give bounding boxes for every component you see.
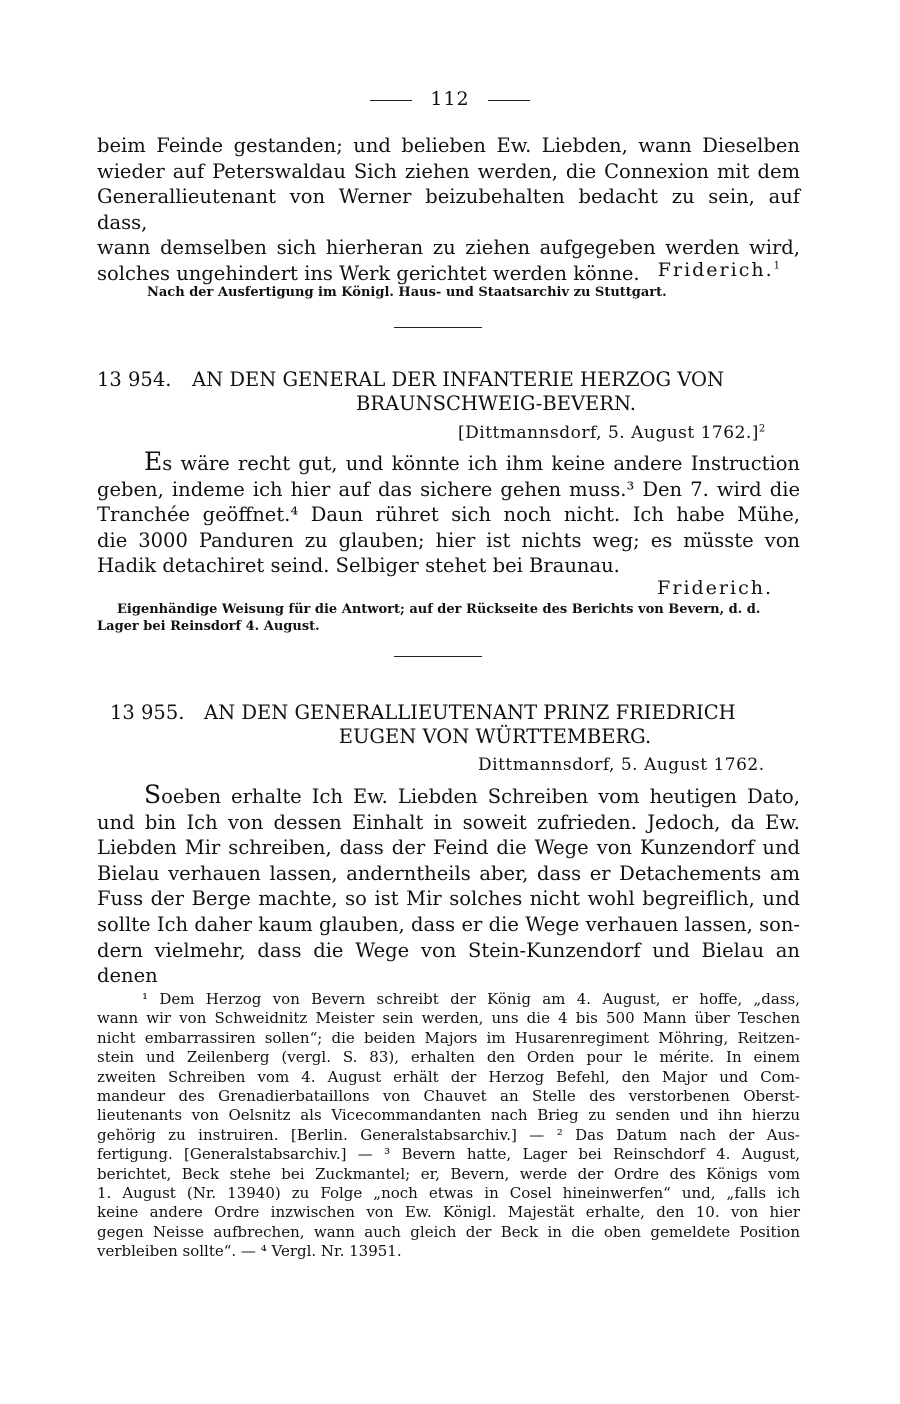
text-line: Hadik detachiret seind. Selbiger stehet bei Braunau. xyxy=(97,554,620,578)
footnote-line: berichtet, Beck stehe bei Zuckmantel; er, Bevern, werde der Ordre des Königs vom xyxy=(97,1164,800,1183)
footnote-line: gegen Neisse aufbrechen, wann auch gleich der Beck in die oben gemeldete Position xyxy=(97,1222,800,1241)
letter-number: 13 954. xyxy=(97,368,172,391)
letter-13954-heading xyxy=(97,368,800,416)
section-separator xyxy=(394,656,482,657)
text-line: und bin Ich von dessen Einhalt in soweit zufrieden. Jedoch, da Ew. xyxy=(97,810,800,834)
text-line xyxy=(97,449,800,477)
letter-13954-source-note xyxy=(97,601,800,635)
initial-letter: E xyxy=(144,447,163,476)
header-rule-right xyxy=(488,100,530,101)
letter-13955-heading xyxy=(110,701,800,749)
footnote-line: lieutenants von Oelsnitz als Vicecommandanten nach Brieg zu senden und ihn hierzu xyxy=(97,1106,800,1125)
text-line: Bielau verhauen lassen, anderntheils aber, dass er Detachements am xyxy=(97,861,800,885)
text-line xyxy=(97,782,800,810)
footnote-mark: 2 xyxy=(758,423,766,435)
letter-number: 13 955. xyxy=(110,701,185,724)
footnote-line: verbleiben sollte“. — ⁴ Vergl. Nr. 13951. xyxy=(97,1242,402,1261)
letter-13954-body xyxy=(97,449,800,579)
section-separator xyxy=(394,327,482,328)
footnote-line: gehörig zu instruiren. [Berlin. Generalstabsarchiv.] — ² Das Datum nach der Aus- xyxy=(97,1125,800,1144)
text-line: geben, indeme ich hier auf das sichere gehen muss.³ Den 7. wird die xyxy=(97,477,800,501)
text-line: sollte Ich daher kaum glauben, dass er die Wege verhauen lassen, son- xyxy=(97,912,800,936)
signature-text: Friderich. xyxy=(657,259,774,281)
text-line: die 3000 Panduren zu glauben; hier ist nichts weg; es müsste von xyxy=(97,528,800,552)
text-line: Liebden Mir schreiben, dass der Feind die Wege von Kunzendorf und xyxy=(97,836,800,860)
text-line: Tranchée geöffnet.⁴ Daun rühret sich noch nicht. Ich habe Mühe, xyxy=(97,503,800,527)
text-span: oeben erhalte Ich Ew. Liebden Schreiben vom heutigen Dato, xyxy=(161,785,800,808)
text-line: wann demselben sich hierheran zu ziehen aufgegeben werden wird, xyxy=(97,236,800,260)
text-line: wieder auf Peterswaldau Sich ziehen werden, die Connexion mit dem xyxy=(97,159,800,183)
page-header xyxy=(0,88,900,110)
text-span: s wäre recht gut, und könnte ich ihm keine andere Instruction xyxy=(162,452,800,475)
footnote-line: zweiten Schreiben vom 4. August erhält der Herzog Befehl, den Major und Com- xyxy=(97,1067,800,1086)
footnote-mark: 1 xyxy=(773,260,782,272)
initial-letter: S xyxy=(144,780,162,809)
letter-13955-date: Dittmannsdorf, 5. August 1762. xyxy=(478,755,765,775)
footnote-line: mandeur des Grenadierbataillons von Chauvet an Stelle des verstorbenen Oberst- xyxy=(97,1087,800,1106)
text-line: Fuss der Berge machte, so ist Mir solches nicht wohl begreiflich, und xyxy=(97,887,800,911)
page-number: 112 xyxy=(430,88,470,110)
text-line: dern vielmehr, dass die Wege von Stein-Kunzendorf und Bielau an denen xyxy=(97,938,800,988)
footnote-line: keine andere Ordre inzwischen von Ew. Königl. Majestät erhalte, den 10. von hier xyxy=(97,1203,800,1222)
footnote-line: fertigung. [Generalstabsarchiv.] — ³ Bevern hatte, Lager bei Reinschdorf 4. August, xyxy=(97,1145,800,1164)
letter-13955-body xyxy=(97,782,800,989)
text-line: solches ungehindert ins Werk gerichtet werden könne. xyxy=(97,261,640,285)
date-text: [Dittmannsdorf, 5. August 1762.] xyxy=(458,423,759,443)
letter-13954-date xyxy=(458,423,766,443)
footnote-line: nicht embarrassiren sollen“; die beiden Majors im Husarenregiment Möhring, Reitzen- xyxy=(97,1028,800,1047)
heading-line: BRAUNSCHWEIG-BEVERN. xyxy=(356,392,636,415)
heading-line: AN DEN GENERAL DER INFANTERIE HERZOG VON xyxy=(192,368,725,391)
source-line: Eigenhändige Weisung für die Antwort; auf der Rückseite des Berichts von Bevern, d. d. xyxy=(117,602,761,617)
source-line: Lager bei Reinsdorf 4. August. xyxy=(97,619,320,634)
heading-line: EUGEN VON WÜRTTEMBERG. xyxy=(338,725,652,748)
text-line: beim Feinde gestanden; und belieben Ew. Liebden, wann Dieselben xyxy=(97,134,800,157)
header-rule-left xyxy=(370,100,412,101)
footnotes xyxy=(97,990,800,1262)
footnote-line: stein und Zeilenberg (vergl. S. 83), erhalten den Orden pour le mérite. In einem xyxy=(97,1048,800,1067)
footnote-line: ¹ Dem Herzog von Bevern schreibt der König am 4. August, er hoffe, „dass, xyxy=(142,990,800,1008)
heading-line: AN DEN GENERALLIEUTENANT PRINZ FRIEDRICH xyxy=(204,701,736,724)
footnote-line: 1. August (Nr. 13940) zu Folge „noch etwas in Cosel hineinwerfen“ und, „falls ich xyxy=(97,1184,800,1203)
footnote-line: wann wir von Schweidnitz Meister sein werden, uns die 4 bis 500 Mann über Teschen xyxy=(97,1009,800,1028)
letter-13954-signature: Friderich. xyxy=(657,577,773,599)
text-line: Generallieutenant von Werner beizubehalten bedacht zu sein, auf dass, xyxy=(97,185,800,234)
intro-source-note: Nach der Ausfertigung im Königl. Haus- und Staatsarchiv zu Stuttgart. xyxy=(147,285,667,300)
intro-signature xyxy=(97,258,782,282)
